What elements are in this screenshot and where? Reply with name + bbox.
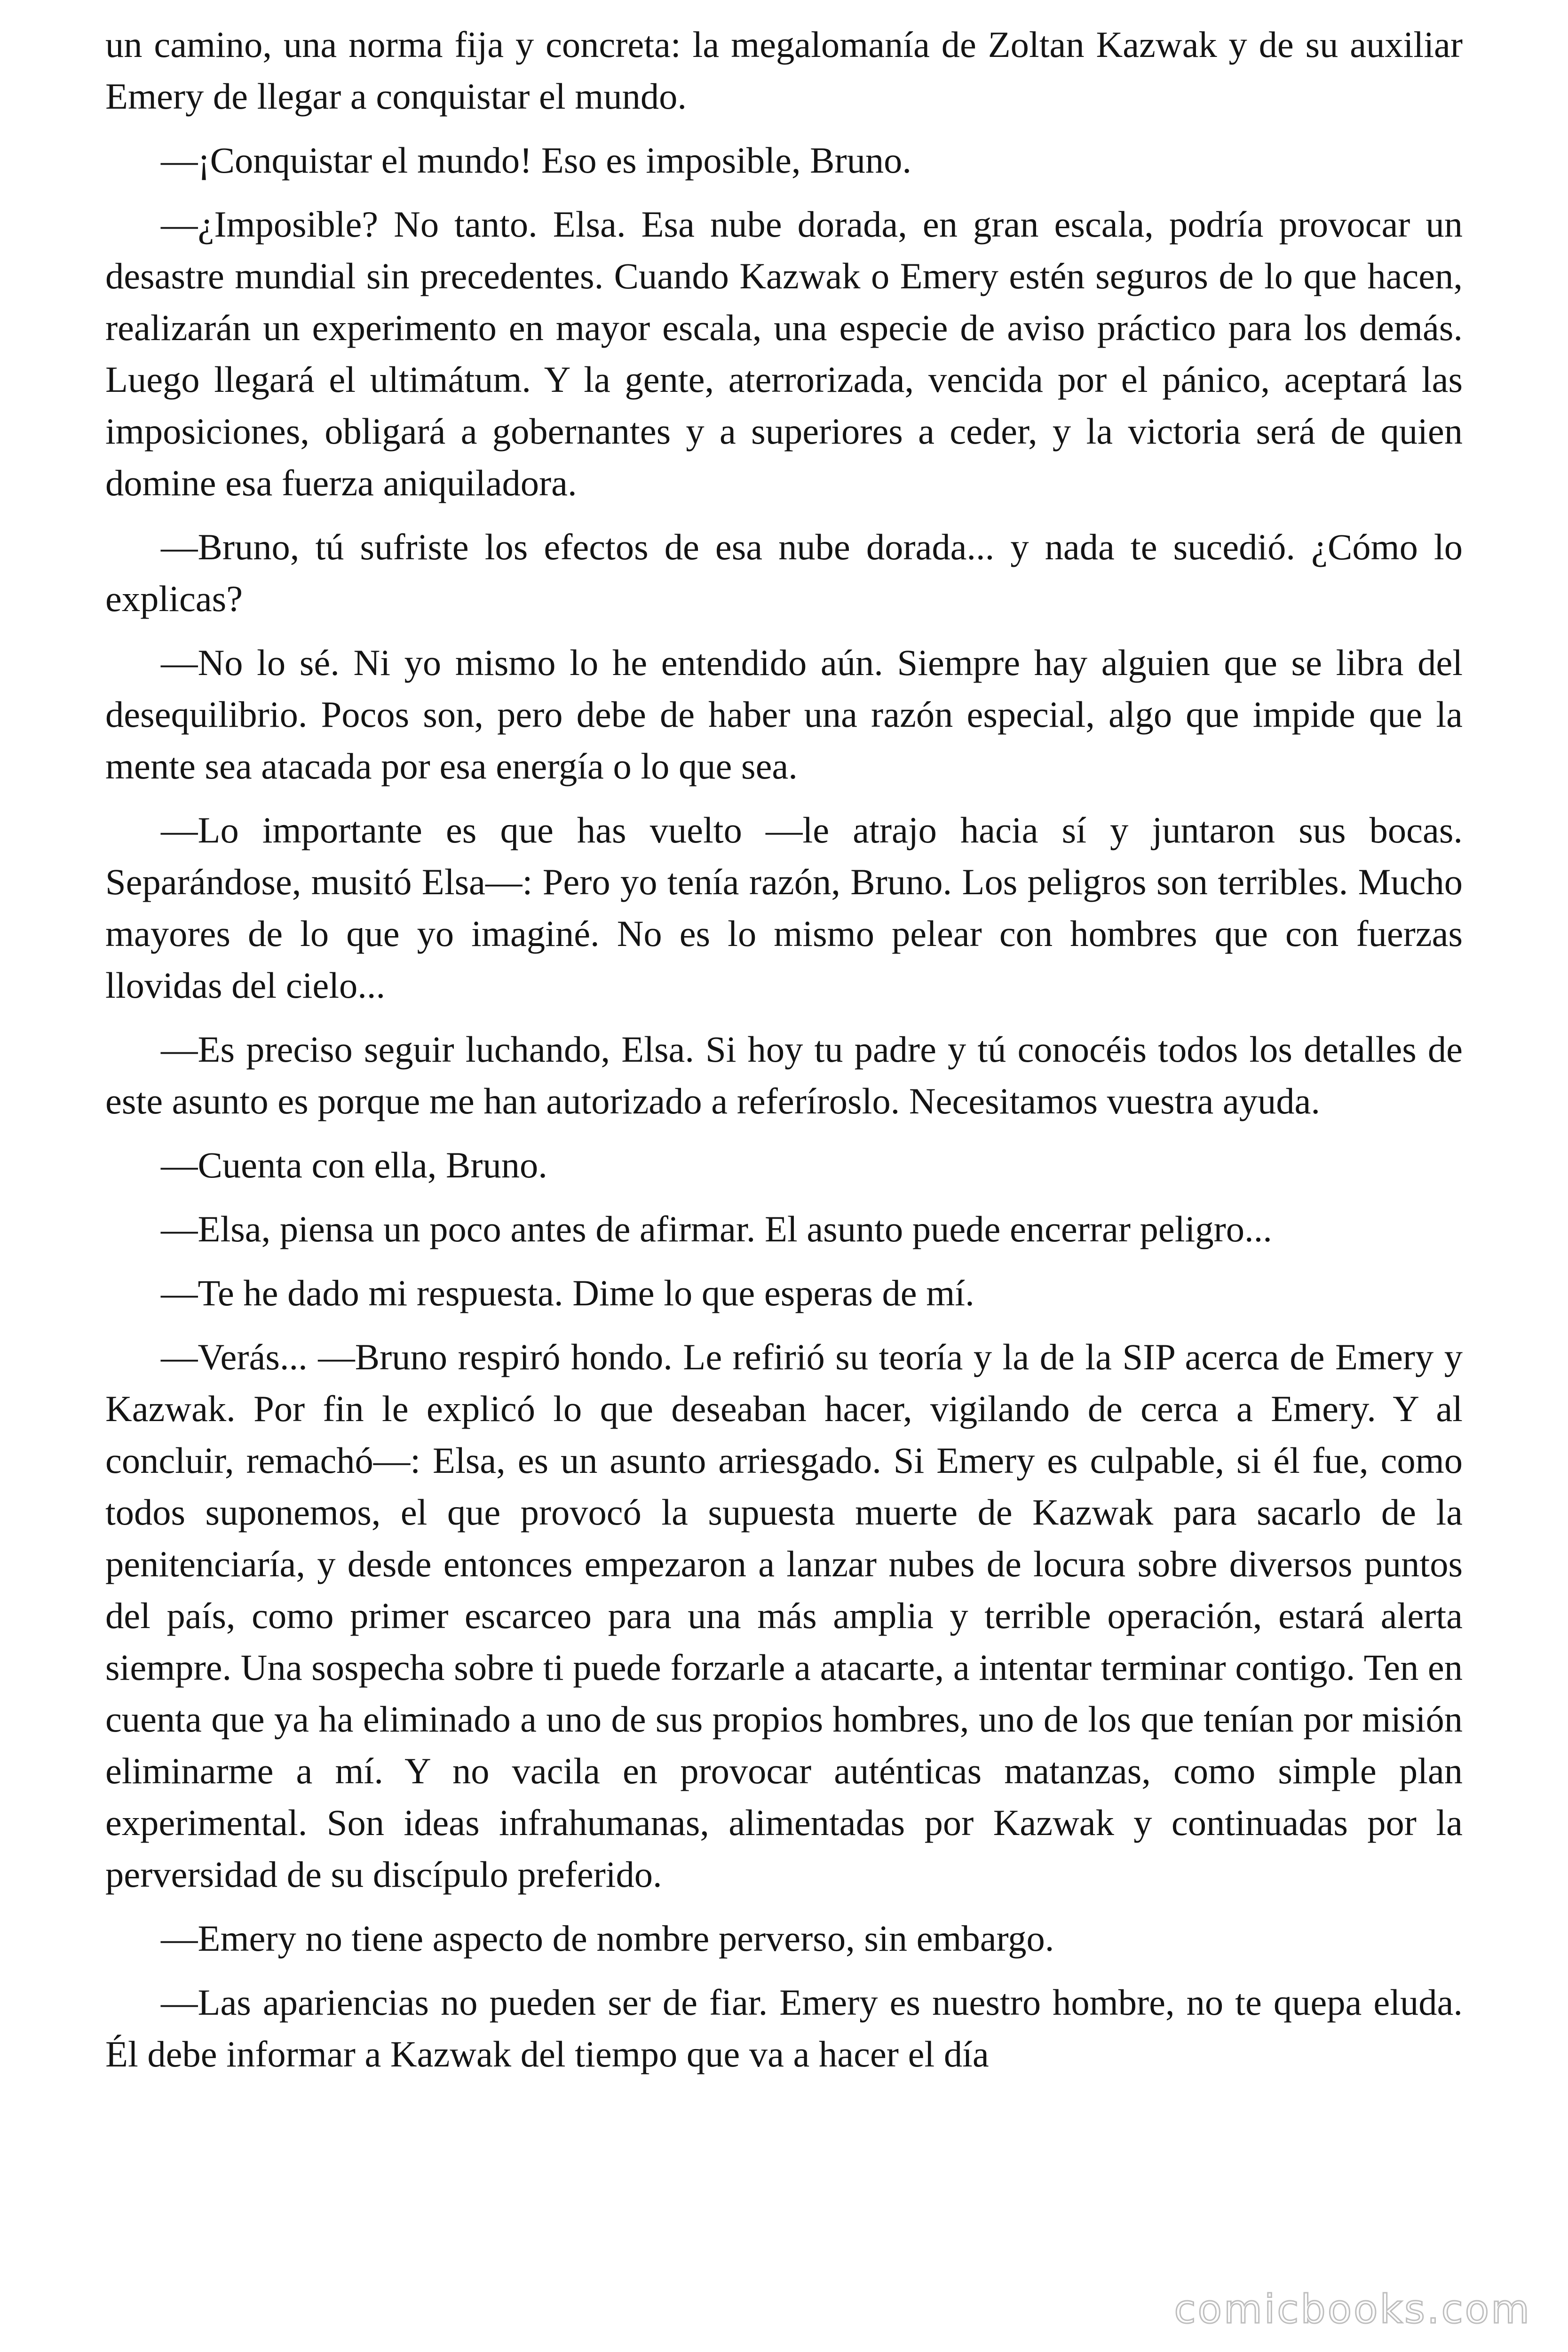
dialogue-paragraph: —Elsa, piensa un poco antes de afirmar. El asunto puede encerrar peligro... — [161, 1208, 1272, 1249]
dialogue-paragraph: —Verás... —Bruno respiró hondo. Le refirió su teoría y la de la SIP acerca de Emery y Kazwak. Por fin le explicó lo que deseaban hacer, vigilando de cerca a Emery. Y al concluir, remachó—: Elsa, es un asunto arriesgado. Si Emery es culpable, si él fue, como todos suponemos, el que provocó la supuesta muerte de Kazwak para sacarlo de la penitenciaría, y desde entonces empezaron a lanzar nubes de locura sobre diversos puntos del país, como primer escarceo para una más amplia y terrible operación, estará alerta siempre. Una sospecha sobre ti puede forzarle a atacarte, a intentar terminar contigo. Ten en cuenta que ya ha eliminado a uno de sus propios hombres, uno de los que tenían por misión eliminarme a mí. Y no vacila en provocar auténticas matanzas, como simple plan experimental. Son ideas infrahumanas, alimentadas por Kazwak y continuadas por la perversidad de su discípulo preferido. — [105, 1336, 1463, 1895]
dialogue-paragraph: —Es preciso seguir luchando, Elsa. Si hoy tu padre y tú conocéis todos los detalles de este asunto es porque me han autorizado a referíroslo. Necesitamos vuestra ayuda. — [105, 1029, 1463, 1121]
dialogue-paragraph: —Bruno, tú sufriste los efectos de esa nube dorada... y nada te sucedió. ¿Cómo lo explicas? — [105, 526, 1463, 619]
dialogue-paragraph: —Cuenta con ella, Bruno. — [161, 1144, 547, 1185]
dialogue-paragraph: —Emery no tiene aspecto de nombre perverso, sin embargo. — [161, 1918, 1054, 1959]
book-page — [105, 19, 1463, 2092]
paragraph-continuation: un camino, una norma fija y concreta: la megalomanía de Zoltan Kazwak y de su auxiliar Emery de llegar a conquistar el mundo. — [105, 24, 1463, 117]
dialogue-paragraph: —Las apariencias no pueden ser de fiar. Emery es nuestro hombre, no te quepa eluda. Él debe informar a Kazwak del tiempo que va a hacer el día — [105, 1982, 1463, 2074]
dialogue-paragraph: —¿Imposible? No tanto. Elsa. Esa nube dorada, en gran escala, podría provocar un desastre mundial sin precedentes. Cuando Kazwak o Emery estén seguros de lo que hacen, realizarán un experimento en mayor escala, una especie de aviso práctico para los demás. Luego llegará el ultimátum. Y la gente, aterrorizada, vencida por el pánico, aceptará las imposiciones, obligará a gobernantes y a superiores a ceder, y la victoria será de quien domine esa fuerza aniquiladora. — [105, 204, 1463, 503]
dialogue-paragraph: —Lo importante es que has vuelto —le atrajo hacia sí y juntaron sus bocas. Separándose, musitó Elsa—: Pero yo tenía razón, Bruno. Los peligros son terribles. Mucho mayores de lo que yo imaginé. No es lo mismo pelear con hombres que con fuerzas llovidas del cielo... — [105, 810, 1463, 1006]
watermark: comicbooks.com — [1174, 2286, 1531, 2332]
dialogue-paragraph: —No lo sé. Ni yo mismo lo he entendido aún. Siempre hay alguien que se libra del desequilibrio. Pocos son, pero debe de haber una razón especial, algo que impide que la mente sea atacada por esa energía o lo que sea. — [105, 642, 1463, 787]
dialogue-paragraph: —Te he dado mi respuesta. Dime lo que esperas de mí. — [161, 1272, 974, 1313]
dialogue-paragraph: —¡Conquistar el mundo! Eso es imposible, Bruno. — [161, 140, 912, 181]
